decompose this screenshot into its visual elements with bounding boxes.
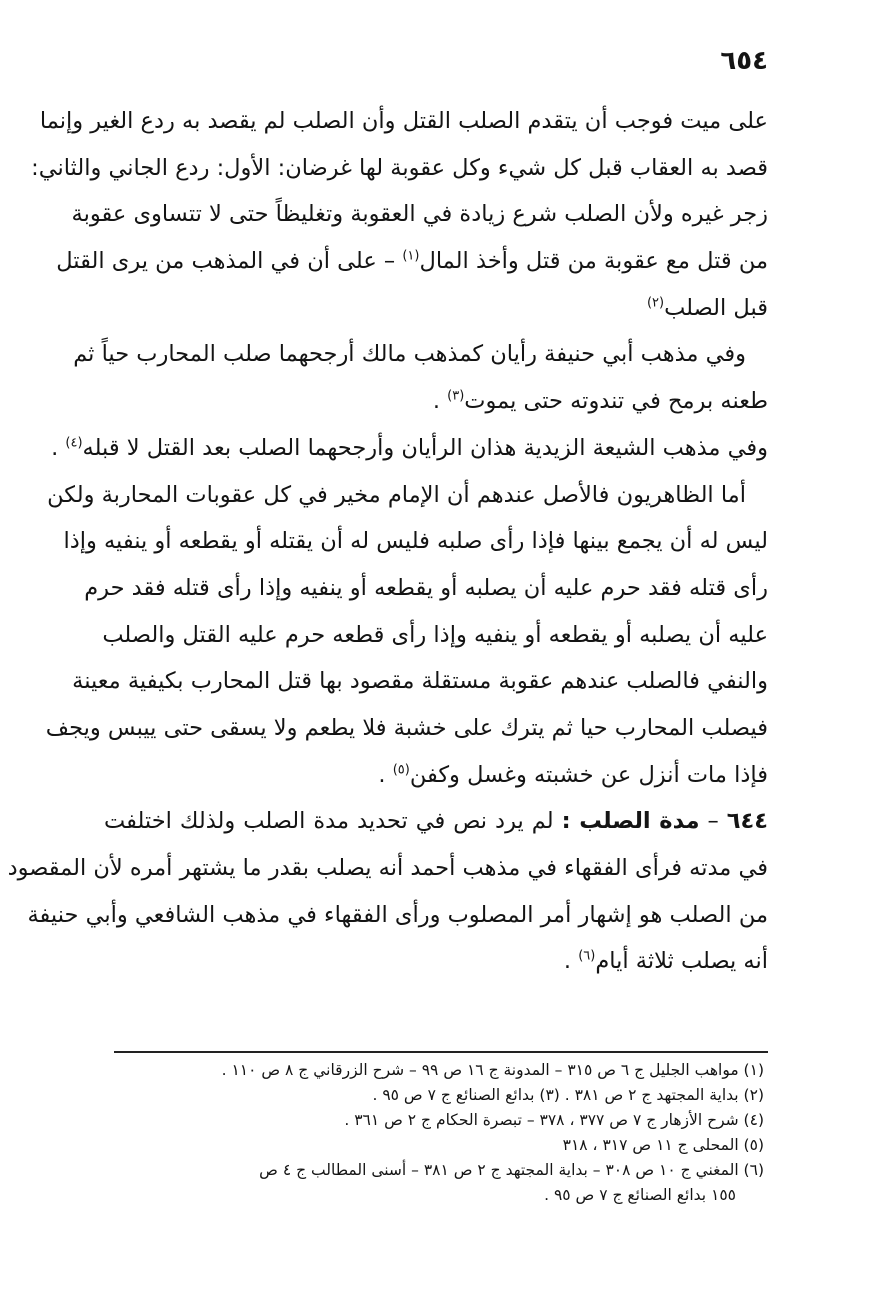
footnote: (٦) المغني ج ١٠ ص ٣٠٨ – بداية المجتهد ج ٢ ص ٣٨١ – أسنى المطالب ج ٤ ص [259,1161,764,1179]
text-line: من الصلب هو إشهار أمر المصلوب ورأى الفقهاء في مذهب الشافعي وأبي حنيفة [27,901,768,928]
footnote-mark: (٢) [646,295,665,311]
text-line: على ميت فوجب أن يتقدم الصلب القتل وأن الصلب لم يقصد به ردع الغير وإنما [39,108,768,134]
main-text [7,98,768,985]
footnotes [109,1058,764,1208]
footnote-mark: (٤) [65,435,83,451]
footnote-mark: (١) [402,248,420,264]
text-line: رأى قتله فقد حرم عليه أن يصلبه أو يقطعه أو ينفيه وإذا رأى قتله فقد حرم [84,574,768,601]
text-line: في مدته فرأى الفقهاء في مذهب أحمد أنه يصلب بقدر ما يشتهر أمره لأن المقصود [7,855,768,881]
text-line: فيصلب المحارب حيا ثم يترك على خشبة فلا يطعم ولا يسقى حتى ييبس ويجف [45,714,768,741]
footnote-mark: (٦) [578,948,596,964]
footnote: ١٥٥ بدائع الصنائع ج ٧ ص ٩٥ . [544,1186,736,1204]
text-line: وفي مذهب الشيعة الزيدية هذان الرأيان وأرجحهما الصلب بعد القتل لا قبله$^{(٤)}$ . [51,434,768,461]
page-number: ٦٥٤ [720,46,768,76]
text-line: زجر غيره ولأن الصلب شرع زيادة في العقوبة وتغليظاً حتى لا تتساوى عقوبة [71,201,768,228]
footnote-mark: (٣) [447,388,465,404]
text-line: عليه أن يصلبه أو يقطعه أو ينفيه وإذا رأى قطعه حرم عليه القتل والصلب [102,621,768,648]
footnote: (٥) المحلى ج ١١ ص ٣١٧ ، ٣١٨ [562,1136,764,1154]
footnote-separator [114,1051,768,1053]
text-line: من قتل مع عقوبة من قتل وأخذ المال$^{(١)}$ – على أن في المذهب من يرى القتل [56,248,768,275]
text-line: والنفي فالصلب عندهم عقوبة مستقلة مقصود بها قتل المحارب بكيفية معينة [72,668,768,695]
text-line: فإذا مات أنزل عن خشبته وغسل وكفن$^{(٥)}$ . [378,761,768,788]
footnote: (١) مواهب الجليل ج ٦ ص ٣١٥ – المدونة ج ١٦ ص ٩٩ – شرح الزرقاني ج ٨ ص ١١٠ . [221,1061,764,1079]
section-title: مدة الصلب : [561,808,700,835]
section-number: ٦٤٤ [726,808,768,835]
text-line: طعنه برمح في تندوته حتى يموت$^{(٣)}$ . [432,388,768,415]
footnote: (٢) بداية المجتهد ج ٢ ص ٣٨١ . (٣) بدائع الصنائع ج ٧ ص ٩٥ . [372,1086,764,1104]
footnote-mark: (٥) [392,762,410,778]
text-line: أما الظاهريون فالأصل عندهم أن الإمام مخير في كل عقوبات المحاربة ولكن [47,481,746,508]
text-line: أنه يصلب ثلاثة أيام$^{(٦)}$ . [563,948,768,975]
text-line: قصد به العقاب قبل كل شيء وكل عقوبة لها غرضان: الأول: ردع الجاني والثاني: [31,154,768,181]
text-line: قبل الصلب$^{(٢)}$ [646,294,768,321]
text-line: وفي مذهب أبي حنيفة رأيان كمذهب مالك أرجحهما صلب المحارب حياً ثم [73,341,746,368]
footnote: (٤) شرح الأزهار ج ٧ ص ٣٧٧ ، ٣٧٨ – تبصرة الحكام ج ٢ ص ٣٦١ . [344,1111,764,1129]
text-line: ليس له أن يجمع بينها فإذا رأى صلبه فليس له أن يقتله أو يقطعه أو ينفيه وإذا [63,528,768,555]
section-heading-line: ٦٤٤ – مدة الصلب : لم يرد نص في تحديد مدة الصلب ولذلك اختلفت [104,808,768,835]
